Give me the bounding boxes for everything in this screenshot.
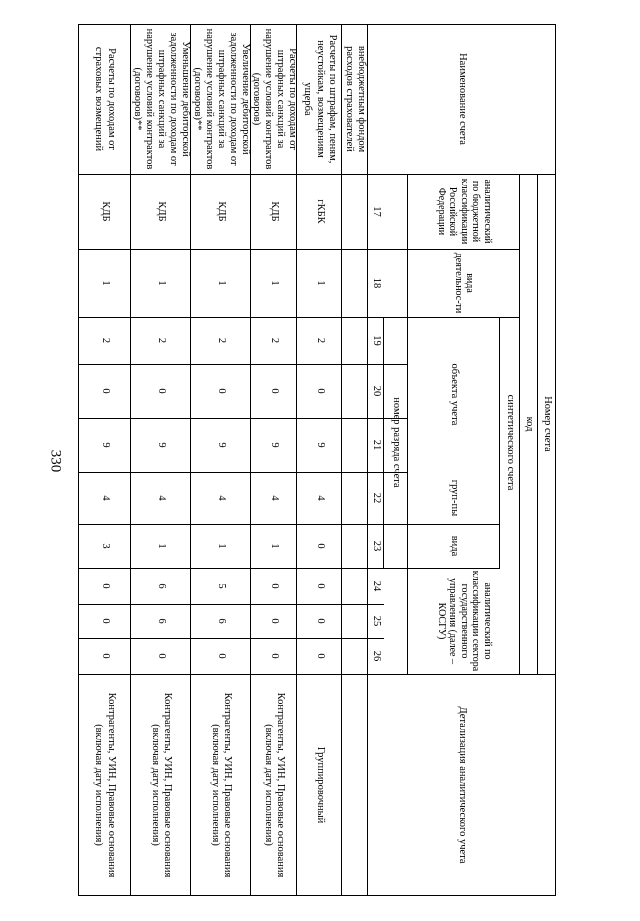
- header-analytic-budget: аналитический по бюджетной классификации Российской Федерации: [435, 178, 493, 245]
- row-cell-kind: 1: [216, 543, 228, 549]
- row-cell-kind: 3: [99, 543, 111, 549]
- row-cell-d25: 0: [269, 618, 281, 624]
- row-account-name: Уменьшение дебиторской задолженности по доходам от штрафных санкций за нарушение условий контрактов (договоров)**: [131, 28, 192, 170]
- row-cell-kind: 1: [269, 543, 281, 549]
- column-number: 21: [371, 439, 383, 451]
- row-cell-d24: [342, 568, 368, 604]
- row-cell-d24: 0: [99, 583, 111, 589]
- header-code: код: [524, 416, 536, 432]
- row-cell-d21: 9: [99, 442, 111, 448]
- row-account-name: Расчеты по доходам от штрафных санкций за нарушение условий контрактов (договоров): [250, 28, 299, 170]
- column-number: 20: [371, 385, 383, 397]
- row-cell-activity: 1: [99, 280, 111, 286]
- row-cell-activity: 1: [269, 280, 281, 286]
- row-cell-budget: КДБ: [216, 201, 228, 222]
- row-cell-d26: 0: [314, 653, 326, 659]
- row-cell-d21: 9: [314, 442, 326, 448]
- column-number: 17: [371, 206, 383, 217]
- row-account-name: внебюджетным фондом расходов страхователей: [344, 45, 368, 153]
- column-number: 25: [371, 615, 383, 627]
- row-cell-activity: 1: [314, 280, 326, 286]
- row-cell-d19: 2: [216, 337, 228, 344]
- row-detail: Группировочный: [314, 746, 326, 824]
- row-cell-budget: КДБ: [156, 201, 168, 222]
- row-cell-d19: 2: [99, 337, 111, 344]
- row-cell-group: 4: [314, 495, 326, 501]
- header-analytic-kosgu: аналитический по классификации сектора государственного управления (далее – КОСГУ): [435, 570, 493, 672]
- row-cell-d26: 0: [156, 653, 168, 659]
- header-kind: вида: [449, 535, 461, 557]
- row-cell-d24: 0: [314, 583, 326, 589]
- column-number: 24: [371, 580, 383, 592]
- row-cell-d20: 0: [269, 388, 281, 394]
- row-cell-d19: [342, 317, 368, 364]
- row-cell-d24: 5: [216, 583, 228, 589]
- row-cell-d26: 0: [99, 653, 111, 659]
- row-cell-budget: КДБ: [269, 201, 281, 222]
- row-detail: Контрагенты, УИН, Правовые основания (включая дату исполнения): [93, 692, 117, 878]
- row-cell-activity: 1: [216, 280, 228, 286]
- column-number: 18: [371, 277, 383, 289]
- header-synthetic: синтетического счета: [505, 394, 517, 491]
- row-cell-kind: 1: [156, 543, 168, 549]
- row-cell-d25: 0: [99, 618, 111, 624]
- row-cell-d19: 2: [156, 337, 168, 344]
- row-cell-d19: 2: [269, 337, 281, 344]
- row-account-name: Расчеты по доходам от страховых возмещений: [93, 46, 117, 152]
- row-detail: Контрагенты, УИН, Правовые основания (включая дату исполнения): [150, 692, 174, 878]
- row-cell-d24: 0: [269, 583, 281, 589]
- row-cell-d21: 9: [269, 442, 281, 448]
- header-detail: Детализация аналитического учета: [457, 706, 469, 864]
- row-cell-d20: 0: [216, 388, 228, 394]
- row-detail: [342, 674, 368, 896]
- row-cell-budget: гКБК: [314, 199, 326, 224]
- row-cell-group: 4: [216, 495, 228, 501]
- row-cell-budget: КДБ: [99, 201, 111, 222]
- row-cell-d20: [342, 364, 368, 418]
- column-number: 22: [371, 492, 383, 504]
- row-cell-group: 4: [156, 495, 168, 501]
- column-number: 19: [371, 335, 383, 346]
- row-cell-d20: 0: [156, 388, 168, 394]
- row-account-name: Увеличение дебиторской задолженности по доходам от штрафных санкций за нарушение условий контрактов (договоров)**: [191, 28, 252, 170]
- row-account-name: Расчеты по штрафам, пеням, неустойкам, возмещениям ущерба: [302, 34, 338, 164]
- header-group: груп-пы: [449, 479, 461, 517]
- page-number: 330: [47, 449, 63, 473]
- row-cell-group: [342, 472, 368, 524]
- row-detail: Контрагенты, УИН, Правовые основания (включая дату исполнения): [263, 692, 287, 878]
- rotated-table-frame: [78, 24, 556, 896]
- header-account-object: объекта учета: [449, 363, 461, 426]
- row-cell-d25: 6: [216, 618, 228, 624]
- row-cell-d25: [342, 604, 368, 638]
- row-cell-activity: [342, 249, 368, 317]
- row-cell-kind: [342, 524, 368, 568]
- row-cell-kind: 0: [314, 543, 326, 549]
- row-cell-d24: 6: [156, 583, 168, 589]
- row-cell-d25: 0: [314, 618, 326, 624]
- column-number: 23: [371, 540, 383, 552]
- row-cell-activity: 1: [156, 280, 168, 286]
- account-table: [78, 24, 556, 896]
- row-cell-d21: 9: [216, 442, 228, 448]
- column-number: 26: [371, 650, 383, 662]
- row-cell-d25: 6: [156, 618, 168, 624]
- row-cell-d26: 0: [216, 653, 228, 659]
- header-account-name: Наименование счета: [457, 53, 469, 145]
- row-cell-d26: [342, 638, 368, 674]
- row-detail: Контрагенты, УИН, Правовые основания (включая дату исполнения): [210, 692, 234, 878]
- header-account-number: Номер счета: [542, 396, 554, 452]
- header-activity-type: вида деятельнос-ти: [453, 252, 476, 314]
- row-cell-d26: 0: [269, 653, 281, 659]
- row-cell-group: 4: [99, 495, 111, 501]
- row-cell-budget: [342, 174, 368, 249]
- row-cell-d19: 2: [314, 337, 326, 344]
- header-digit-number: номер разряда счета: [391, 397, 403, 488]
- row-cell-d20: 0: [99, 388, 111, 394]
- row-cell-group: 4: [269, 495, 281, 501]
- row-cell-d21: 9: [156, 442, 168, 448]
- row-cell-d21: [342, 418, 368, 472]
- row-cell-d20: 0: [314, 388, 326, 394]
